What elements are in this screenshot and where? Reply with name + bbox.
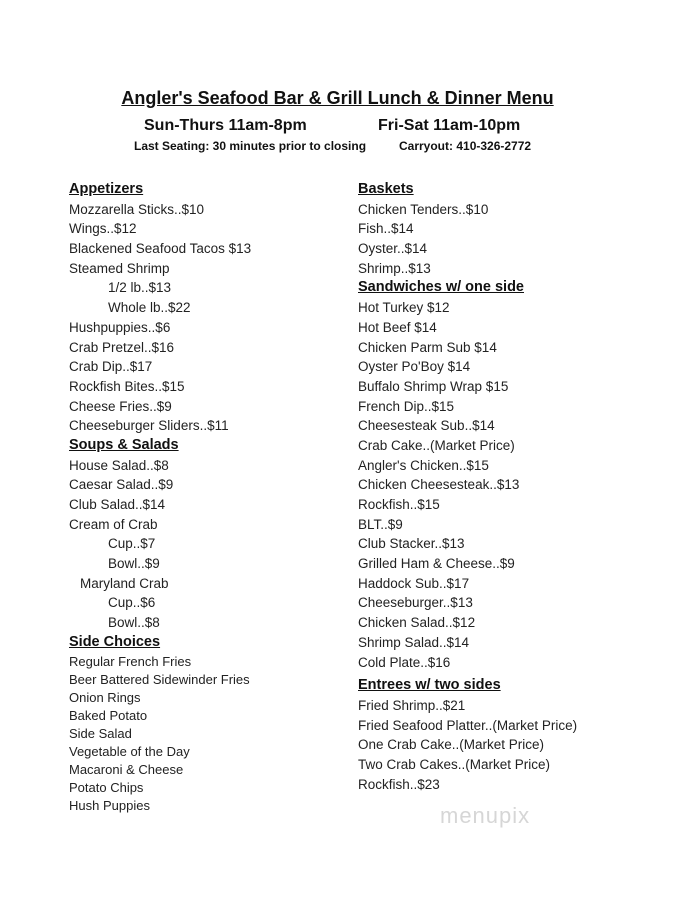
- menu-item: Steamed Shrimp: [69, 260, 170, 276]
- menu-item: Cup..$7: [108, 536, 156, 552]
- hours-weekend: Fri-Sat 11am-10pm: [378, 117, 521, 134]
- menu-item: Cheese Fries..$9: [69, 398, 172, 414]
- menu-title: Angler's Seafood Bar & Grill Lunch & Dinner Menu: [121, 88, 554, 108]
- menu-item: Blackened Seafood Tacos $13: [69, 241, 252, 257]
- last-seating: Last Seating: 30 minutes prior to closing: [134, 139, 367, 153]
- menu-item: Vegetable of the Day: [69, 743, 190, 759]
- menu-item: Hush Puppies: [69, 798, 150, 814]
- menu-item: Hushpuppies..$6: [69, 319, 171, 335]
- menu-item: Beer Battered Sidewinder Fries: [69, 671, 250, 687]
- menu-item: Rockfish..$15: [358, 497, 440, 512]
- section-heading-entrees: Entrees w/ two sides: [358, 677, 501, 694]
- section-heading-soups: Soups & Salads: [69, 436, 179, 453]
- menu-item: Fish..$14: [358, 221, 414, 237]
- carryout-phone: Carryout: 410-326-2772: [399, 139, 532, 153]
- menu-item: Hot Turkey $12: [358, 300, 450, 316]
- menu-item: Cheeseburger..$13: [358, 595, 473, 611]
- menu-item: Oyster Po'Boy $14: [358, 359, 471, 375]
- section-heading-sides: Side Choices: [69, 633, 161, 650]
- menu-item: Caesar Salad..$9: [69, 477, 174, 493]
- menu-item: Wings..$12: [69, 221, 137, 237]
- menu-item: Fried Shrimp..$21: [358, 697, 466, 713]
- section-heading-baskets: Baskets: [358, 181, 414, 197]
- menu-item: Chicken Tenders..$10: [358, 201, 489, 217]
- menu-item: Side Salad: [69, 725, 132, 741]
- menu-item: Haddock Sub..$17: [358, 575, 470, 591]
- menu-item: Baked Potato: [69, 707, 148, 723]
- menu-item: Grilled Ham & Cheese..$9: [358, 556, 515, 572]
- menu-item: Angler's Chicken..$15: [358, 457, 489, 473]
- section-heading-sandwiches: Sandwiches w/ one side: [358, 279, 524, 296]
- menu-item: Rockfish Bites..$15: [69, 378, 185, 394]
- menu-item: Regular French Fries: [69, 653, 192, 669]
- menu-item: Bowl..$9: [108, 556, 160, 572]
- menu-item: Macaroni & Cheese: [69, 762, 184, 778]
- menu-item: Chicken Salad..$12: [358, 615, 476, 631]
- menu-item: Club Stacker..$13: [358, 536, 465, 552]
- menu-item: Whole lb..$22: [108, 300, 191, 316]
- menu-item: Chicken Cheesesteak..$13: [358, 477, 520, 493]
- menu-item: Maryland Crab: [80, 575, 169, 591]
- menu-item: French Dip..$15: [358, 398, 455, 414]
- menu-item: Cheeseburger Sliders..$11: [69, 418, 229, 434]
- menu-item: Potato Chips: [69, 780, 144, 796]
- menu-item: Two Crab Cakes..(Market Price): [358, 756, 551, 772]
- menu-item: 1/2 lb..$13: [108, 280, 172, 296]
- menu-item: Onion Rings: [69, 689, 141, 705]
- menu-item: Mozzarella Sticks..$10: [69, 201, 205, 217]
- menu-item: Cold Plate..$16: [358, 654, 451, 670]
- menu-item: Cheesesteak Sub..$14: [358, 418, 495, 434]
- menu-item: BLT..$9: [358, 516, 403, 532]
- menu-item: House Salad..$8: [69, 457, 169, 473]
- menu-item: Fried Seafood Platter..(Market Price): [358, 717, 578, 733]
- menu-item: Rockfish..$23: [358, 776, 440, 792]
- menu-item: Shrimp..$13: [358, 260, 431, 276]
- menu-item: Cream of Crab: [69, 516, 158, 532]
- hours-weekday: Sun-Thurs 11am-8pm: [144, 117, 307, 134]
- menu-item: Chicken Parm Sub $14: [358, 339, 497, 355]
- menu-item: Buffalo Shrimp Wrap $15: [358, 378, 509, 394]
- menu-item: One Crab Cake..(Market Price): [358, 737, 545, 753]
- menu-item: Club Salad..$14: [69, 497, 166, 512]
- menu-item: Crab Pretzel..$16: [69, 339, 175, 355]
- menu-item: Hot Beef $14: [358, 319, 437, 335]
- menu-item: Bowl..$8: [108, 615, 160, 631]
- section-heading-appetizers: Appetizers: [69, 181, 144, 197]
- menu-item: Cup..$6: [108, 595, 156, 611]
- left-column: [69, 180, 252, 814]
- menu-item: Oyster..$14: [358, 241, 428, 257]
- right-column: [358, 180, 577, 794]
- menupix-watermark: menupix: [440, 803, 531, 828]
- menu-item: Shrimp Salad..$14: [358, 634, 470, 650]
- menu-item: Crab Dip..$17: [69, 359, 153, 375]
- side-list: [69, 653, 251, 814]
- menu-item: Crab Cake..(Market Price): [358, 437, 515, 453]
